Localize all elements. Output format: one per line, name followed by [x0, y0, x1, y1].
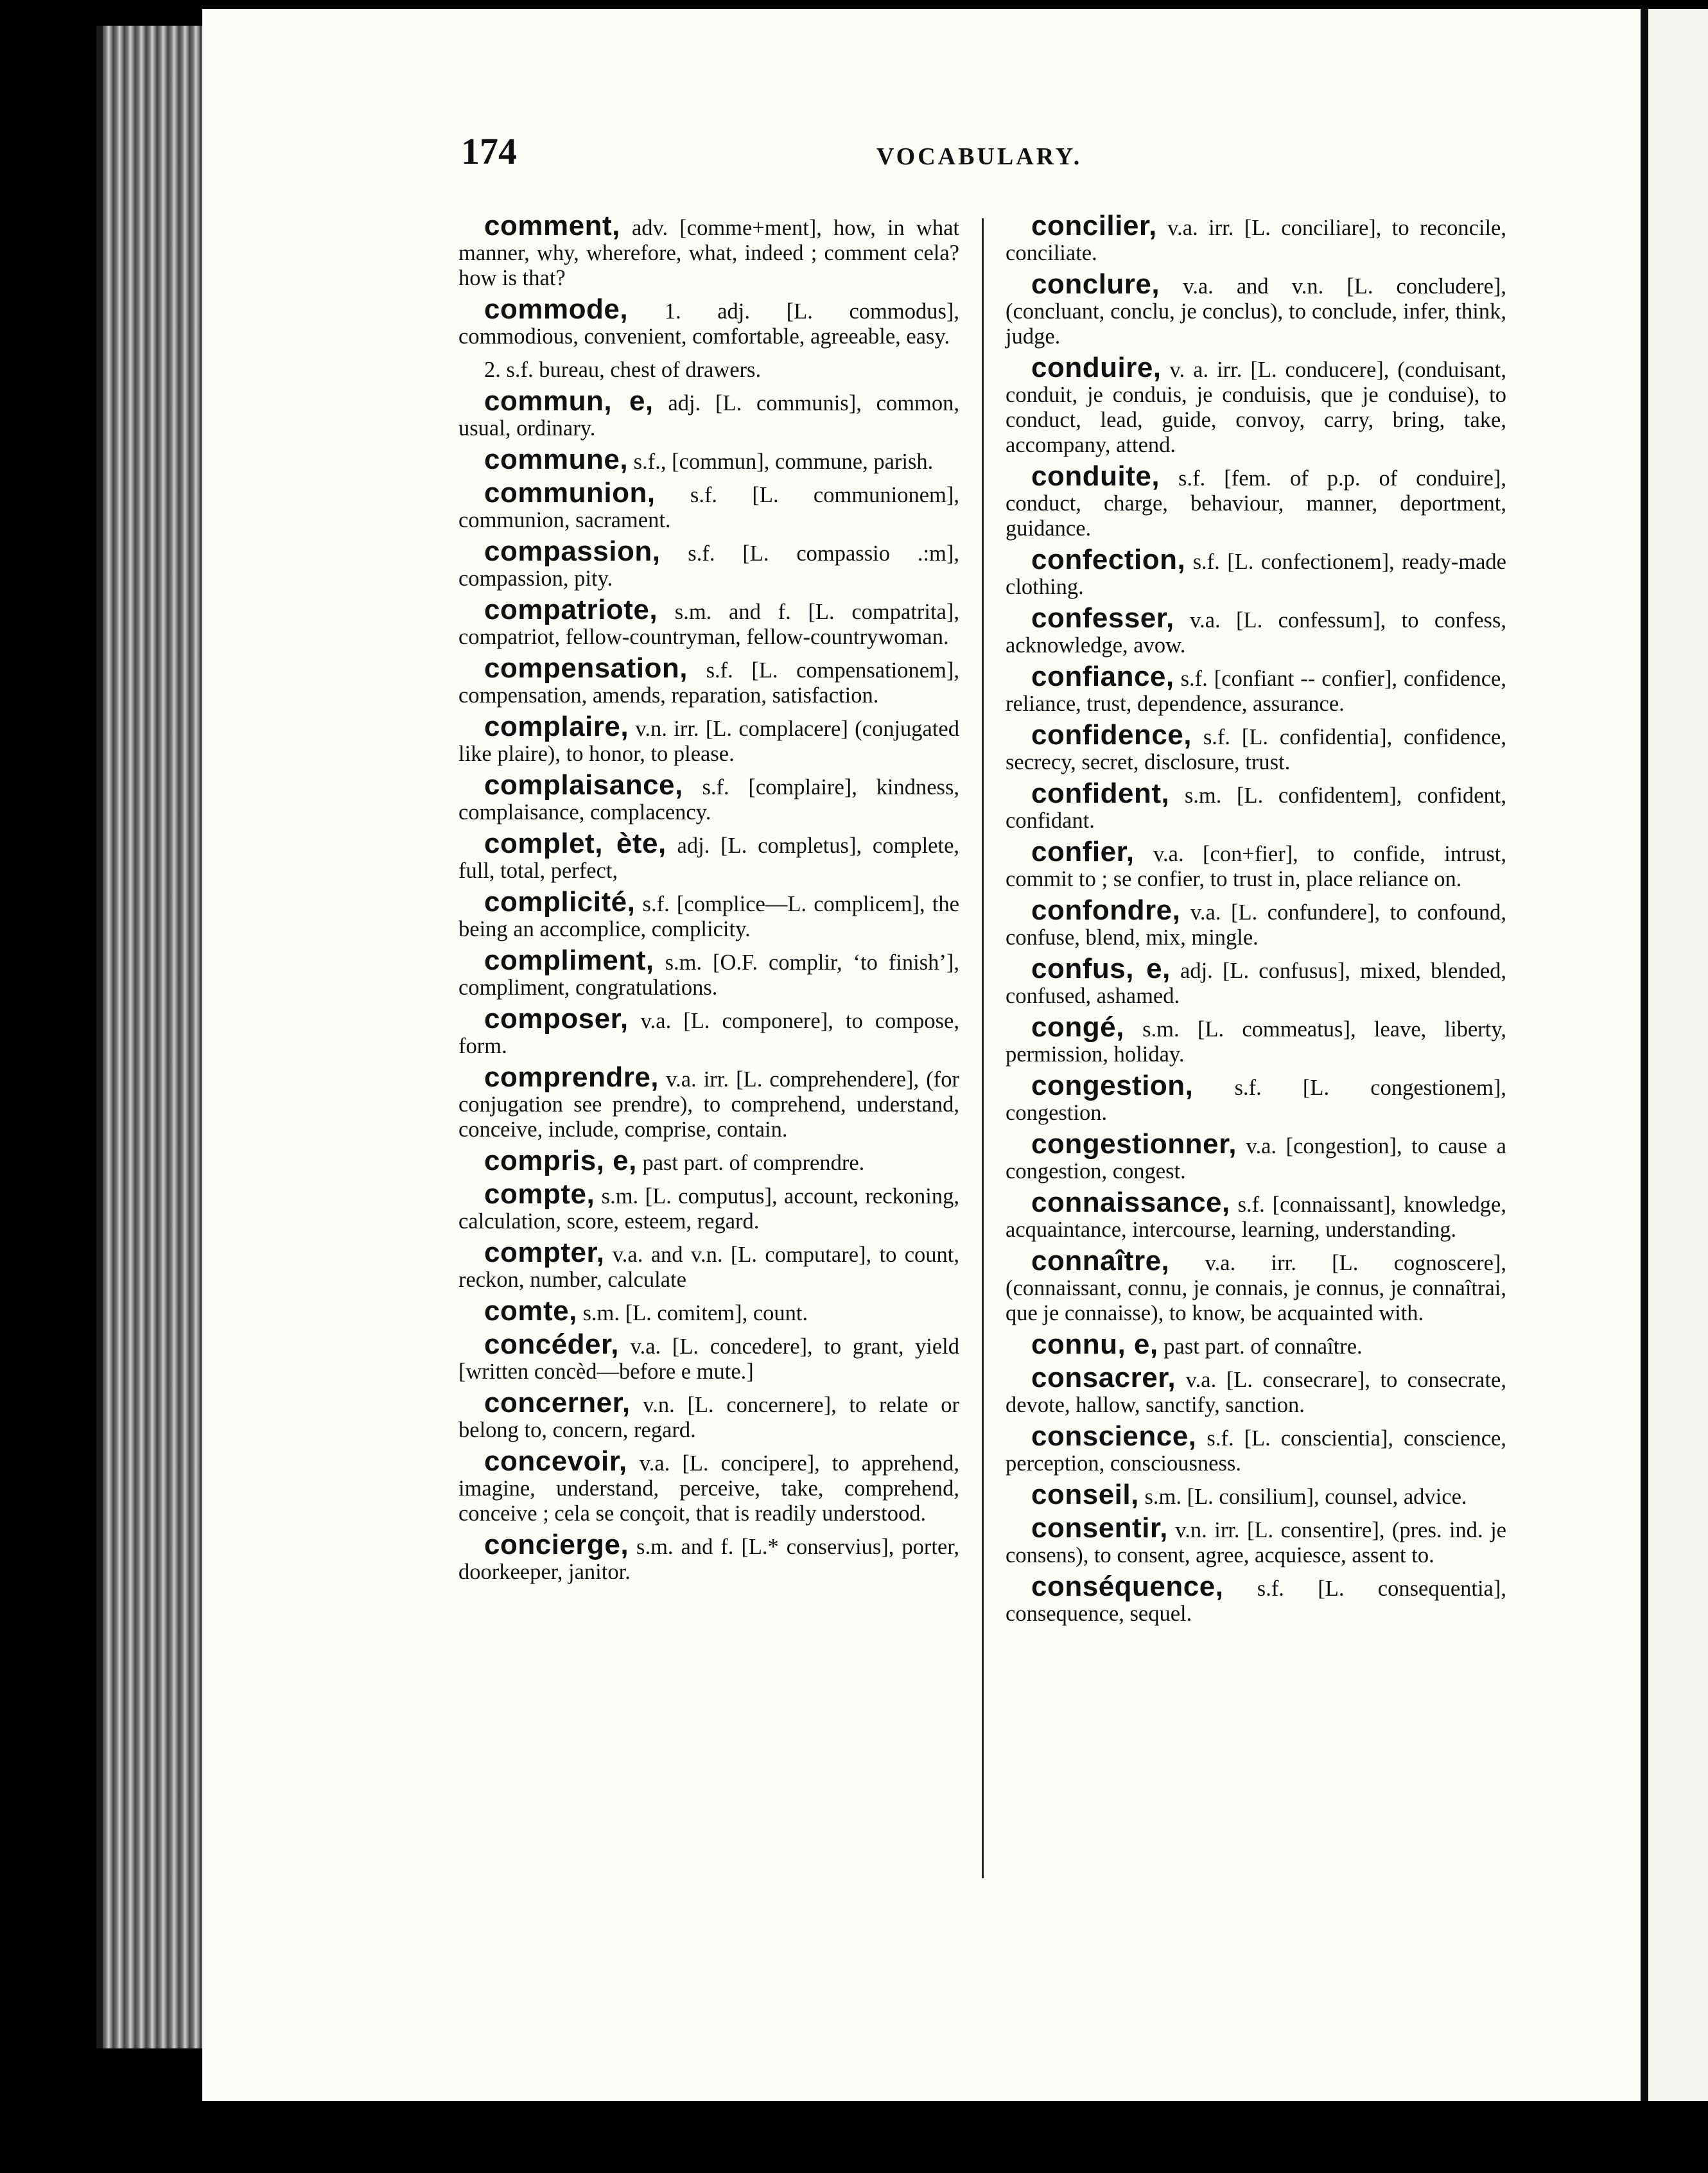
- definition: v.a. [L. consecrare], to consecrate, devote, hallow, sanctify, sanction.: [1006, 1368, 1506, 1417]
- entry: [1006, 1571, 1506, 1627]
- definition: s.f. [L. communionem], communion, sacrament.: [458, 483, 959, 532]
- definition: s.f. [L. confidentia], confidence, secrecy, secret, disclosure, trust.: [1006, 725, 1506, 774]
- headword: conduite,: [1031, 460, 1160, 492]
- entry: [458, 355, 959, 383]
- definition: v.a. [L. concipere], to apprehend, imagine, understand, perceive, take, comprehend, conceive ; cela se conçoit, that is readily understood.: [458, 1451, 959, 1526]
- page-number: 174: [461, 130, 517, 172]
- headword: consacrer,: [1031, 1362, 1176, 1393]
- definition: s.f. [confiant -- confier], confidence, reliance, trust, dependence, assurance.: [1006, 667, 1506, 716]
- definition: v.a. irr. [L. conciliare], to reconcile, conciliate.: [1006, 216, 1506, 265]
- definition: v.a. irr. [L. cognoscere], (connaissant, connu, je connais, je connus, je connaîtrai, que je connaisse), to know, be acquainted with.: [1006, 1251, 1506, 1325]
- entry: [458, 536, 959, 591]
- definition: s.f. [L. consequentia], consequence, sequel.: [1006, 1576, 1506, 1626]
- headword: confident,: [1031, 778, 1170, 809]
- headword: compte,: [484, 1178, 595, 1210]
- left-column: [458, 210, 960, 1591]
- entry: [458, 385, 959, 441]
- entry: [1006, 1070, 1506, 1126]
- definition: v.a. [L. confessum], to confess, acknowledge, avow.: [1006, 608, 1506, 658]
- headword: congé,: [1031, 1011, 1124, 1043]
- definition: s.m. and f. [L.* conservius], porter, doorkeeper, janitor.: [458, 1535, 959, 1584]
- definition: s.f. [L. confectionem], ready-made clothing.: [1006, 550, 1506, 599]
- headword: comte,: [484, 1295, 577, 1327]
- headword: composer,: [484, 1003, 629, 1034]
- definition: adj. [L. completus], complete, full, total, perfect,: [458, 833, 960, 883]
- entry: [1006, 1011, 1506, 1067]
- definition: v.n. [L. concernere], to relate or belong to, concern, regard.: [458, 1393, 959, 1442]
- entry: [458, 210, 959, 291]
- entry: [1006, 268, 1506, 349]
- entry: [1006, 460, 1506, 541]
- definition: s.f. [L. congestionem], congestion.: [1006, 1076, 1506, 1125]
- entry: [458, 1061, 959, 1142]
- headword: confiance,: [1031, 661, 1174, 692]
- headword: congestionner,: [1031, 1128, 1237, 1160]
- definition: s.m. and f. [L. compatrita], compatriot, fellow-countryman, fellow-countrywoman.: [458, 600, 959, 649]
- right-column: [1006, 210, 1507, 1632]
- entry: [458, 886, 959, 942]
- entry: [1006, 661, 1506, 717]
- entry: [458, 477, 959, 533]
- headword: conduire,: [1031, 352, 1162, 383]
- headword: complaisance,: [484, 769, 683, 801]
- entry: [458, 293, 959, 349]
- headword: conseil,: [1031, 1479, 1139, 1510]
- headword: confection,: [1031, 544, 1186, 575]
- definition: v.a. and v.n. [L. concludere], (concluant, conclu, je conclus), to conclude, infer, think, judge.: [1006, 274, 1506, 349]
- definition: v.a. [L. concedere], to grant, yield [written concèd—before e mute.]: [458, 1334, 959, 1384]
- headword: compris, e,: [484, 1145, 637, 1176]
- definition: s.f. [connaissant], knowledge, acquaintance, intercourse, learning, understanding.: [1006, 1192, 1506, 1242]
- entry: [458, 1387, 959, 1443]
- headword: congestion,: [1031, 1070, 1194, 1101]
- headword: complaire,: [484, 711, 629, 742]
- definition: s.f. [complaire], kindness, complaisance, complacency.: [458, 775, 959, 825]
- definition: s.m. [L. computus], account, reckoning, calculation, score, esteem, regard.: [458, 1184, 959, 1234]
- definition: s.f. [L. compassio .:m], compassion, pity.: [458, 541, 959, 591]
- headword: concerner,: [484, 1387, 631, 1418]
- definition: 1. adj. [L. commodus], commodious, convenient, comfortable, agreeable, easy.: [458, 299, 959, 349]
- definition: s.m. [L. commeatus], leave, liberty, permission, holiday.: [1006, 1017, 1506, 1067]
- headword: connaissance,: [1031, 1187, 1230, 1218]
- entry: [458, 1329, 959, 1384]
- definition: v.a. [L. confundere], to confound, confuse, blend, mix, mingle.: [1006, 900, 1506, 950]
- headword: confondre,: [1031, 895, 1181, 926]
- definition: v. a. irr. [L. conducere], (conduisant, conduit, je conduis, je conduisis, que je conduise), to conduct, lead, guide, convoy, carry, bring, take, accompany, attend.: [1006, 358, 1506, 457]
- entry: [1006, 1362, 1506, 1418]
- entry: [1006, 352, 1506, 458]
- definition: s.f. [L. conscientia], conscience, perception, consciousness.: [1006, 1426, 1506, 1476]
- headword: confus, e,: [1031, 953, 1171, 984]
- definition: past part. of comprendre.: [636, 1151, 865, 1175]
- entry: [458, 1178, 959, 1234]
- entry: [1006, 953, 1507, 1009]
- definition: s.f., [commun], commune, parish.: [628, 449, 934, 474]
- definition: adj. [L. communis], common, usual, ordinary.: [458, 391, 959, 441]
- definition: v.a. [congestion], to cause a congestion, congest.: [1006, 1134, 1506, 1183]
- running-head: VOCABULARY.: [876, 143, 1083, 170]
- headword: compliment,: [484, 945, 654, 976]
- entry: [458, 1529, 959, 1585]
- entry: [458, 945, 959, 1000]
- headword: comment,: [484, 210, 620, 241]
- headword: consentir,: [1031, 1512, 1168, 1544]
- definition: s.m. [L. consilium], counsel, advice.: [1138, 1485, 1467, 1509]
- definition: s.f. [L. compensationem], compensation, amends, reparation, satisfaction.: [458, 658, 959, 708]
- page-edges: [103, 26, 212, 2048]
- entry: [458, 1295, 959, 1327]
- headword: concierge,: [484, 1529, 629, 1560]
- headword: concéder,: [484, 1329, 619, 1360]
- entry: [1006, 836, 1506, 892]
- definition: s.m. [O.F. complir, ‘to finish’], compliment, congratulations.: [458, 950, 959, 1000]
- entry: [1006, 1329, 1506, 1360]
- headword: concilier,: [1031, 210, 1157, 241]
- entry: [1006, 895, 1506, 950]
- headword: confesser,: [1031, 602, 1174, 634]
- definition: v.a. [con+fier], to confide, intrust, commit to ; se confier, to trust in, place reliance on.: [1006, 842, 1506, 891]
- scan-border: [0, 2101, 1708, 2173]
- entry: [1006, 1420, 1506, 1476]
- definition: v.n. irr. [L. complacere] (conjugated like plaire), to honor, to please.: [458, 717, 959, 766]
- headword: connaître,: [1031, 1245, 1170, 1277]
- headword: communion,: [484, 477, 656, 509]
- column-divider: [982, 218, 984, 1878]
- entry: [1006, 544, 1506, 600]
- entry: [1006, 210, 1506, 266]
- headword: concevoir,: [484, 1445, 627, 1477]
- definition: s.f. [complice—L. complicem], the being an accomplice, complicity.: [458, 892, 959, 941]
- headword: confidence,: [1031, 719, 1192, 751]
- entry: [458, 711, 959, 767]
- headword: compassion,: [484, 536, 661, 567]
- definition: past part. of connaître.: [1158, 1334, 1363, 1359]
- definition: adv. [comme+ment], how, in what manner, why, wherefore, what, indeed ; comment cela? how is that?: [458, 216, 959, 290]
- entry: [458, 828, 960, 884]
- headword: commune,: [484, 444, 629, 475]
- headword: conclure,: [1031, 268, 1160, 300]
- entry: [1006, 1245, 1506, 1326]
- entry: [458, 769, 959, 825]
- headword: complicité,: [484, 886, 636, 918]
- headword: conséquence,: [1031, 1571, 1224, 1602]
- headword: comprendre,: [484, 1061, 659, 1093]
- entry: [1006, 1512, 1506, 1568]
- headword: compter,: [484, 1237, 605, 1268]
- headword: complet, ète,: [484, 828, 667, 859]
- definition: s.m. [L. comitem], count.: [577, 1301, 808, 1325]
- entry: [1006, 1187, 1506, 1243]
- entry: [458, 1237, 959, 1293]
- entry: [458, 444, 959, 475]
- entry: [458, 652, 959, 708]
- definition: s.f. [fem. of p.p. of conduire], conduct, charge, behaviour, manner, deportment, guidance.: [1006, 466, 1506, 541]
- entry: [1006, 602, 1506, 658]
- facing-page-edge: [1648, 9, 1708, 2101]
- definition: 2. s.f. bureau, chest of drawers.: [484, 358, 762, 382]
- entry: [458, 1145, 959, 1176]
- headword: compatriote,: [484, 594, 658, 625]
- entry: [1006, 778, 1506, 833]
- definition: adj. [L. confusus], mixed, blended, confused, ashamed.: [1006, 959, 1507, 1008]
- entry: [1006, 1128, 1506, 1184]
- headword: compensation,: [484, 652, 688, 684]
- entry: [458, 1445, 959, 1526]
- headword: connu, e,: [1031, 1329, 1158, 1360]
- headword: confier,: [1031, 836, 1135, 868]
- headword: commode,: [484, 293, 629, 325]
- page-gutter: [1641, 9, 1648, 2101]
- entry: [1006, 1479, 1506, 1510]
- entry: [458, 594, 959, 650]
- definition: v.a. [L. componere], to compose, form.: [458, 1009, 959, 1058]
- headword: conscience,: [1031, 1420, 1197, 1452]
- definition: v.a. and v.n. [L. computare], to count, reckon, number, calculate: [458, 1243, 959, 1292]
- entry: [458, 1003, 959, 1059]
- headword: commun, e,: [484, 385, 654, 417]
- entry: [1006, 719, 1506, 775]
- definition: s.m. [L. confidentem], confident, confidant.: [1006, 783, 1506, 833]
- definition: v.a. irr. [L. comprehendere], (for conjugation see prendre), to comprehend, understand, conceive, include, comprise, contain.: [458, 1067, 959, 1142]
- definition: v.n. irr. [L. consentire], (pres. ind. je consens), to consent, agree, acquiesce, assent to.: [1006, 1518, 1506, 1567]
